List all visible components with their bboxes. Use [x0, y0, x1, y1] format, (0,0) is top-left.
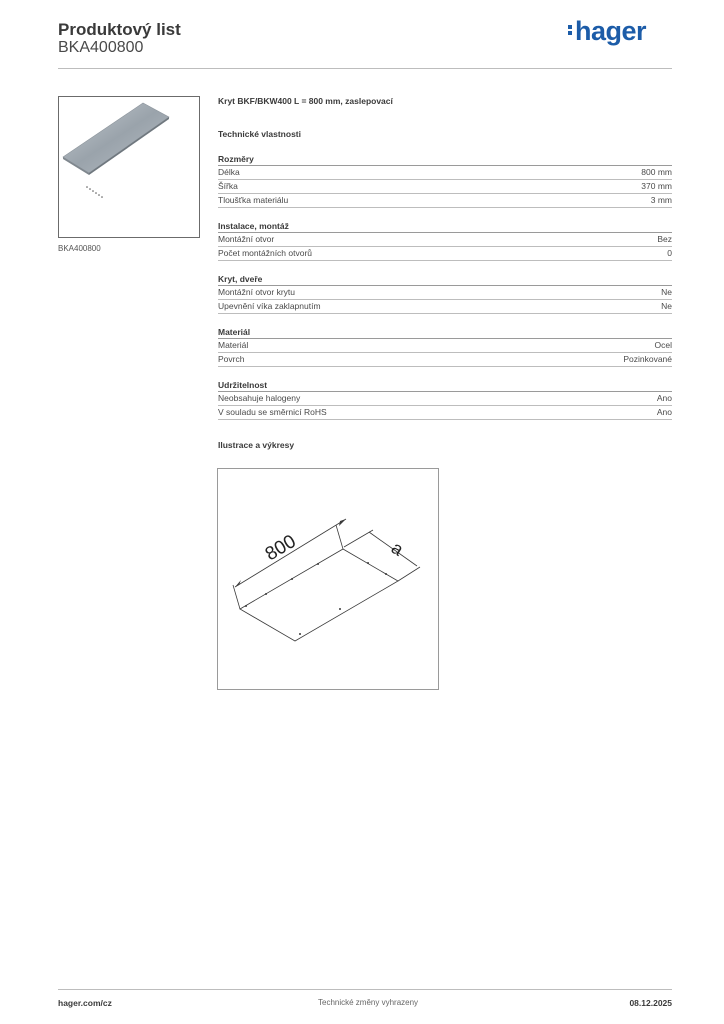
product-title: Kryt BKF/BKW400 L = 800 mm, zaslepovací	[218, 96, 393, 106]
group-title: Instalace, montáž	[218, 221, 672, 233]
spec-value: Ne	[661, 301, 672, 311]
thumbnail-caption: BKA400800	[58, 244, 101, 253]
spec-label: Povrch	[218, 354, 245, 364]
spec-label: Montážní otvor	[218, 234, 275, 244]
dimension-width-label: a	[387, 537, 407, 560]
spec-label: Montážní otvor krytu	[218, 287, 296, 297]
spec-value: Bez	[657, 234, 672, 244]
spec-row	[218, 300, 672, 314]
spec-row	[218, 339, 672, 353]
spec-value: Pozinkované	[623, 354, 672, 364]
spec-row	[218, 166, 672, 180]
spec-label: Upevnění víka zaklapnutím	[218, 301, 321, 311]
spec-row	[218, 233, 672, 247]
spec-value: 800 mm	[641, 167, 672, 177]
dimension-length-label: 800	[261, 530, 300, 566]
cover-plate-drawing	[218, 469, 438, 689]
page-title: Produktový list	[58, 20, 181, 39]
group-title: Materiál	[218, 327, 672, 339]
group-title: Udržitelnost	[218, 380, 672, 392]
spec-row	[218, 180, 672, 194]
spec-row	[218, 194, 672, 208]
spec-group-sustainability	[218, 380, 672, 420]
spec-group-material	[218, 327, 672, 367]
footer-disclaimer: Technické změny vyhrazeny	[318, 998, 419, 1007]
spec-label: Neobsahuje halogeny	[218, 393, 301, 403]
spec-row	[218, 353, 672, 367]
spec-value: Ne	[661, 287, 672, 297]
product-code: BKA400800	[58, 39, 144, 56]
footer-divider	[58, 989, 672, 990]
spec-value: 3 mm	[650, 195, 672, 205]
spec-row	[218, 406, 672, 420]
spec-label: Tloušťka materiálu	[218, 195, 289, 205]
tech-section-title: Technické vlastnosti	[218, 129, 301, 139]
hager-logo	[568, 16, 646, 47]
spec-label: Materiál	[218, 340, 249, 350]
spec-label: Šířka	[218, 181, 238, 191]
group-title: Rozměry	[218, 154, 672, 166]
spec-value: 0	[667, 248, 672, 258]
spec-label: Délka	[218, 167, 240, 177]
spec-value: 370 mm	[641, 181, 672, 191]
header-divider	[58, 68, 672, 69]
spec-row	[218, 247, 672, 261]
spec-group-installation	[218, 221, 672, 261]
spec-group-cover	[218, 274, 672, 314]
spec-value: Ocel	[654, 340, 672, 350]
logo-dots-icon	[568, 23, 573, 37]
logo-text: hager	[575, 16, 647, 46]
spec-value: Ano	[656, 407, 672, 417]
technical-drawing	[217, 468, 439, 690]
group-title: Kryt, dveře	[218, 274, 672, 286]
spec-label: Počet montážních otvorů	[218, 248, 313, 258]
spec-group-dimensions	[218, 154, 672, 208]
footer-website-link[interactable]: hager.com/cz	[58, 998, 112, 1008]
spec-label: V souladu se směrnicí RoHS	[218, 407, 327, 417]
spec-row	[218, 392, 672, 406]
spec-column	[218, 96, 672, 450]
footer-date: 08.12.2025	[629, 998, 672, 1008]
illustrations-title: Ilustrace a výkresy	[218, 440, 295, 450]
spec-row	[218, 286, 672, 300]
product-thumbnail	[58, 96, 200, 238]
product-photo	[59, 97, 199, 237]
spec-value: Ano	[656, 393, 672, 403]
